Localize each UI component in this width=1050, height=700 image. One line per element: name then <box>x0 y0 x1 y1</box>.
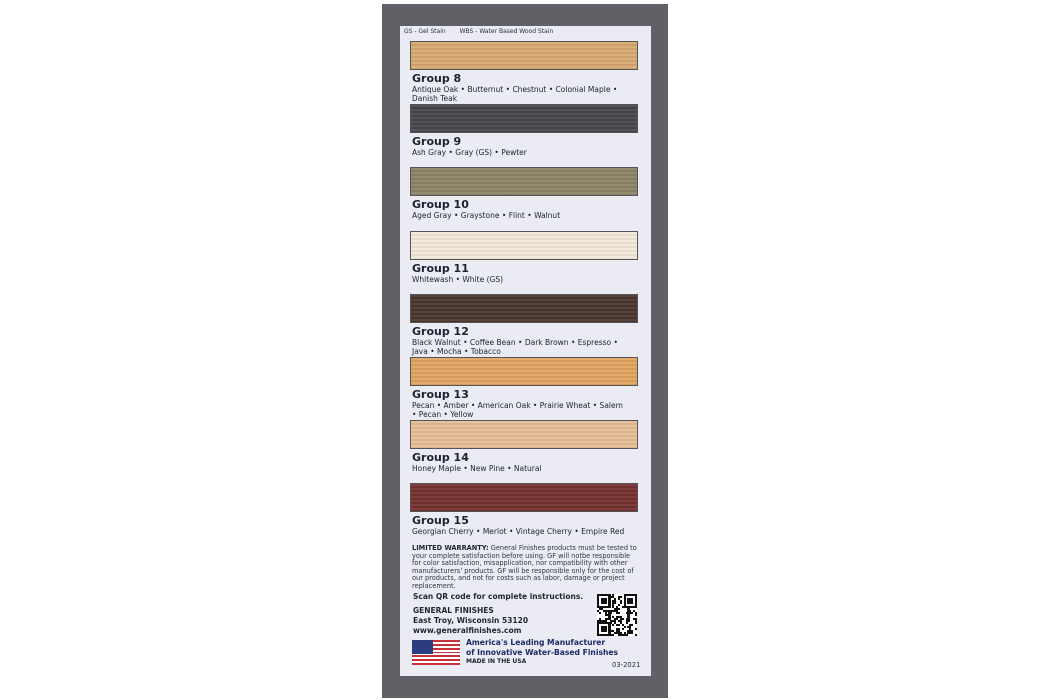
group-color-list: Aged Gray • Graystone • Flint • Walnut <box>412 211 561 221</box>
qr-module <box>618 612 620 614</box>
legend-gs: GS - Gel Stain <box>404 28 446 35</box>
group-color-list: Ash Gray • Gray (GS) • Pewter <box>412 148 527 158</box>
qr-module <box>605 602 607 604</box>
qr-module <box>635 634 637 636</box>
color-swatch <box>410 167 638 196</box>
qr-module <box>626 622 628 624</box>
qr-module <box>631 624 633 626</box>
color-swatch <box>410 294 638 323</box>
company-name: GENERAL FINISHES <box>413 606 494 615</box>
qr-module <box>622 628 624 630</box>
qr-module <box>605 630 607 632</box>
qr-module <box>618 624 620 626</box>
company-address: East Troy, Wisconsin 53120 <box>413 616 529 625</box>
color-swatch <box>410 104 638 133</box>
warranty-text: General Finishes products must be tested to your complete satisfaction before using. GF will notbe responsible for color satisfaction, misapplication, nor compatibility with other manufacturers' products. GF will be responsible only for the cost of our products, and not for costs such as labor, damage or project replacement. <box>412 544 637 590</box>
abbreviation-legend <box>404 28 553 35</box>
scan-qr-instruction: Scan QR code for complete instructions. <box>413 592 584 601</box>
qr-module <box>626 634 628 636</box>
qr-module <box>618 608 620 610</box>
qr-module <box>624 626 626 628</box>
group-color-list: Whitewash • White (GS) <box>412 274 504 284</box>
qr-module <box>635 628 637 630</box>
legend-wbs: WBS - Water Based Wood Stain <box>459 28 554 35</box>
group-color-list: Honey Maple • New Pine • Natural <box>412 464 542 474</box>
qr-module <box>612 624 614 626</box>
qr-module <box>635 622 637 624</box>
made-in-usa: MADE IN THE USA <box>466 658 527 665</box>
group-color-list: Pecan • Amber • American Oak • Prairie Wheat • Salem • Pecan • Yellow <box>412 401 623 419</box>
limited-warranty <box>412 545 638 591</box>
qr-module <box>599 612 601 614</box>
qr-module <box>620 596 622 598</box>
group-title: Group 12 <box>412 324 469 338</box>
group-title: Group 11 <box>412 261 469 275</box>
qr-module <box>608 606 610 608</box>
stain-color-card <box>400 26 651 676</box>
qr-module <box>610 612 612 614</box>
tagline-line-2: of Innovative Water-Based Finishes <box>466 647 619 657</box>
qr-module <box>631 602 633 604</box>
tagline-line-1: America's Leading Manufacturer <box>466 638 606 647</box>
group-title: Group 10 <box>412 198 469 212</box>
qr-code-icon <box>597 594 637 636</box>
print-date: 03-2021 <box>612 661 641 669</box>
color-swatch <box>410 483 638 512</box>
qr-module <box>627 620 629 622</box>
flag-canton <box>412 640 433 654</box>
qr-module <box>631 632 633 634</box>
qr-module <box>620 602 622 604</box>
flag-stripe <box>412 663 460 665</box>
tagline <box>466 638 618 657</box>
color-swatch <box>410 41 638 70</box>
group-title: Group 8 <box>412 72 462 85</box>
color-swatch <box>410 420 638 449</box>
group-title: Group 9 <box>412 135 462 149</box>
qr-module <box>635 606 637 608</box>
qr-module <box>618 604 620 606</box>
group-title: Group 15 <box>412 514 469 528</box>
group-color-list: Black Walnut • Coffee Bean • Dark Brown • Espresso • Java • Mocha • Tobacco <box>412 337 618 356</box>
warranty-heading: LIMITED WARRANTY: <box>412 544 489 552</box>
company-website: www.generalfinishes.com <box>413 626 522 635</box>
group-title: Group 13 <box>412 388 469 401</box>
us-flag-icon <box>412 640 460 665</box>
qr-module <box>612 634 614 636</box>
color-swatch <box>410 231 638 260</box>
qr-module <box>614 602 616 604</box>
qr-module <box>631 612 633 614</box>
group-title: Group 14 <box>412 451 469 465</box>
color-swatch <box>410 357 638 386</box>
qr-module <box>635 614 637 616</box>
qr-module <box>622 618 624 620</box>
group-color-list: Antique Oak • Butternut • Chestnut • Colonial Maple • Danish Teak <box>412 85 618 103</box>
company-info <box>413 606 528 636</box>
group-color-list: Georgian Cherry • Merlot • Vintage Cherry • Empire Red <box>412 527 625 537</box>
